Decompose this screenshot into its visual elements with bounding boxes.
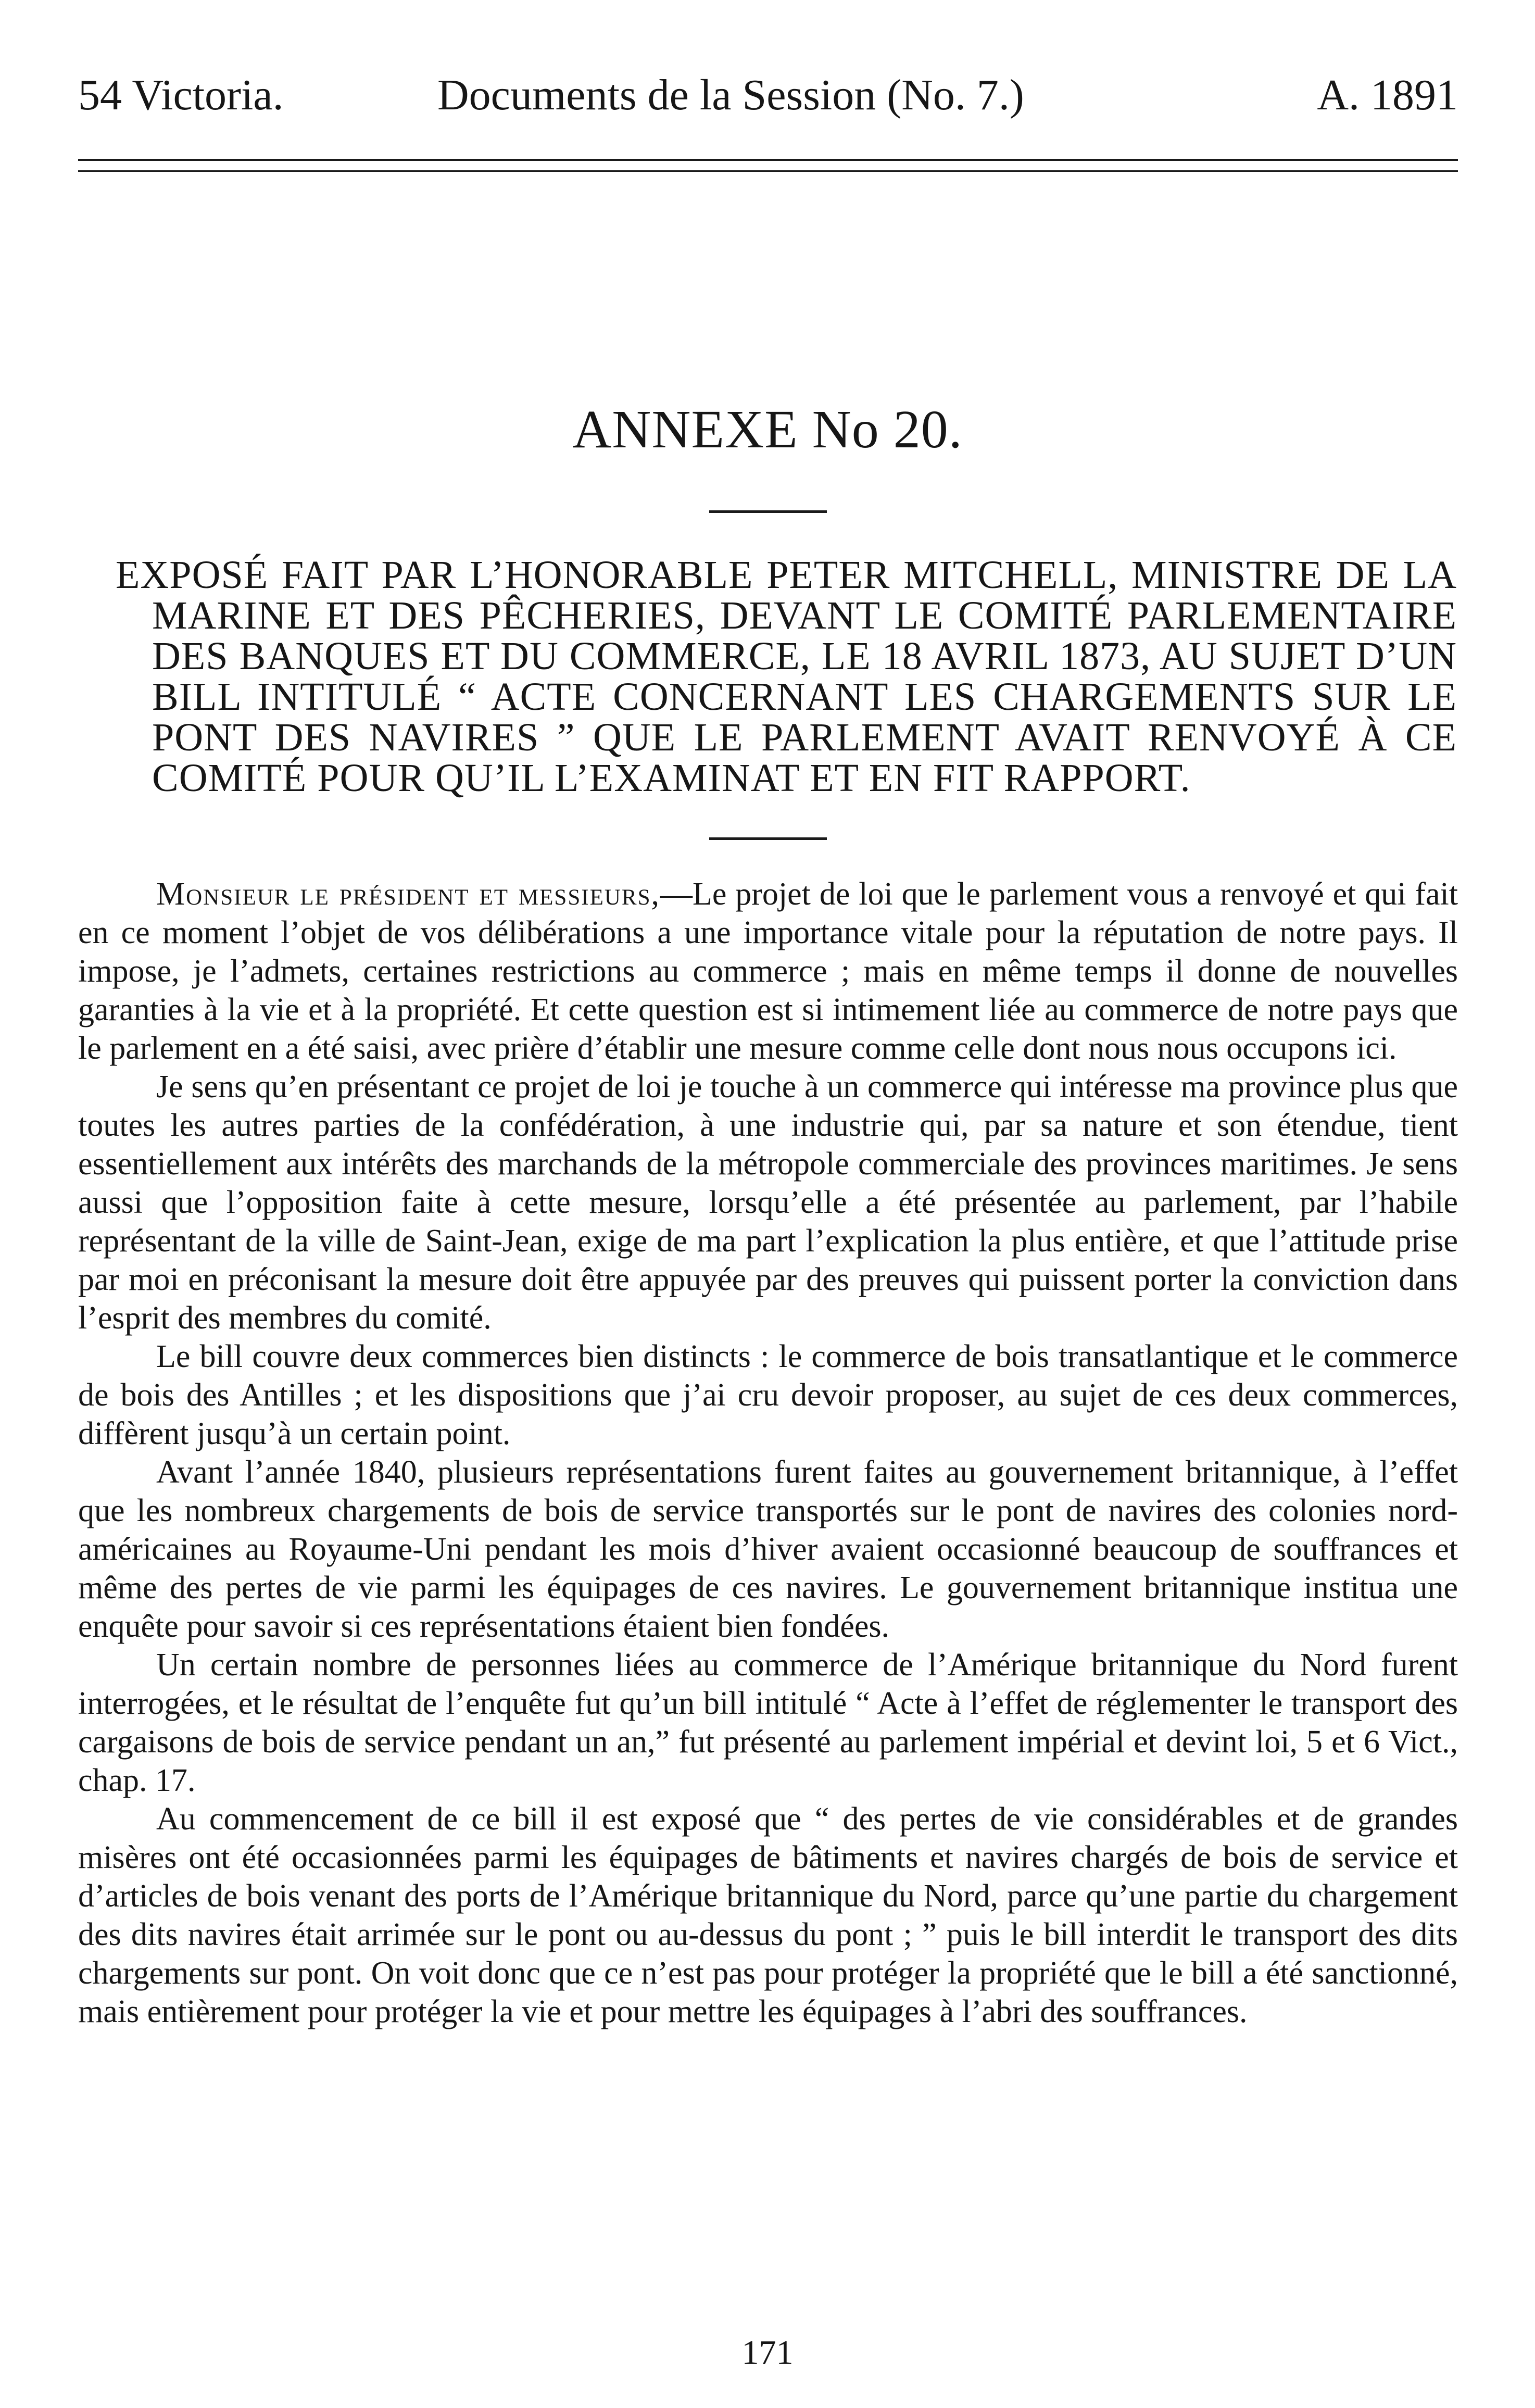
body-text [78,875,1458,2031]
header-rule-top [78,159,1458,161]
paragraph-1 [78,875,1458,1068]
paragraph-5: Un certain nombre de personnes liées au commerce de l’Amérique britannique du Nord furent interrogées, et le résultat de l’enquête fut qu’un bill intitulé “ Acte à l’effet de réglementer le transport des cargaisons de bois de service pendant un an,” fut présenté au parlement impérial et devint loi, 5 et 6 Vict., chap. 17. [78,1647,1458,1798]
paragraph-1-text: —Le projet de loi que le parlement vous a renvoyé et qui fait en ce moment l’objet de vos délibérations a une importance vitale pour la réputation de notre pays. Il impose, je l’admets, certaines restrictions au commerce ; mais en même temps il donne de nouvelles garanties à la vie et à la propriété. Et cette question est si intimement liée au commerce de notre pays que le parlement en a été saisi, avec prière d’établir une mesure comme celle dont nous nous occupons ici. [78,876,1458,1066]
salutation: Monsieur le président et messieurs, [156,876,660,912]
header-rule-bottom [78,170,1458,172]
document-heading: EXPOSÉ FAIT PAR L’HONORABLE PETER MITCHELL, MINISTRE DE LA MARINE ET DES PÊCHERIES, DEVANT LE COMITÉ PARLEMENTAIRE DES BANQUES ET DU COMMERCE, LE 18 AVRIL 1873, AU SUJET D’UN BILL INTITULÉ “ ACTE CONCERNANT LES CHARGEMENTS SUR LE PONT DES NAVIRES ” QUE LE PARLEMENT AVAIT RENVOYÉ À CE COMITÉ POUR QU’IL L’EXAMINAT ET EN FIT RAPPORT. [116,553,1457,800]
paragraph-4: Avant l’année 1840, plusieurs représentations furent faites au gouvernement britannique, à l’effet que les nombreux chargements de bois de service transportés sur le pont de navires des colonies nord-américaines au Royaume-Uni pendant les mois d’hiver avaient occasionné beaucoup de souffrances et même des pertes de vie parmi les équipages de ces navires. Le gouvernement britannique institua une enquête pour savoir si ces représentations étaient bien fondées. [78,1454,1458,1644]
paragraph-3: Le bill couvre deux commerces bien distincts : le commerce de bois transatlantique et le commerce de bois des Antilles ; et les dispositions que j’ai cru devoir proposer, au sujet de ces deux commerces, diffèrent jusqu’à un certain point. [78,1339,1458,1451]
paragraph-2: Je sens qu’en présentant ce projet de loi je touche à un commerce qui intéresse ma province plus que toutes les autres parties de la confédération, à une industrie qui, par sa nature et son étendue, tient essentiellement aux intérêts des marchands de la métropole commerciale des provinces maritimes. Je sens aussi que l’opposition faite à cette mesure, lorsqu’elle a été présentée au parlement, par l’habile représentant de la ville de Saint-Jean, exige de ma part l’explication la plus entière, et que l’attitude prise par moi en préconisant la mesure doit être appuyée par des preuves qui puissent porter la conviction dans l’esprit des membres du comité. [78,1069,1458,1336]
annex-title: ANNEXE No 20. [572,399,963,459]
heading-divider [709,837,827,840]
title-divider [709,510,827,513]
running-head-year: A. 1891 [1317,71,1458,119]
page-number: 171 [741,2334,794,2372]
running-head-regnal-year: 54 Victoria. [78,71,284,119]
running-head [78,67,1458,124]
running-head-session-documents: Documents de la Session (No. 7.) [437,71,1024,119]
paragraph-6: Au commencement de ce bill il est exposé que “ des pertes de vie considérables et de grandes misères ont été occasionnées parmi les équipages de bâtiments et navires chargés de bois de service et d’articles de bois venant des ports de l’Amérique britannique du Nord, parce qu’une partie du chargement des dits navires était arrimée sur le pont ou au-dessus du pont ; ” puis le bill interdit le transport des dits chargements sur pont. On voit donc que ce n’est pas pour protéger la propriété que le bill a été sanctionné, mais entièrement pour protéger la vie et pour mettre les équipages à l’abri des souffrances. [78,1801,1458,2029]
